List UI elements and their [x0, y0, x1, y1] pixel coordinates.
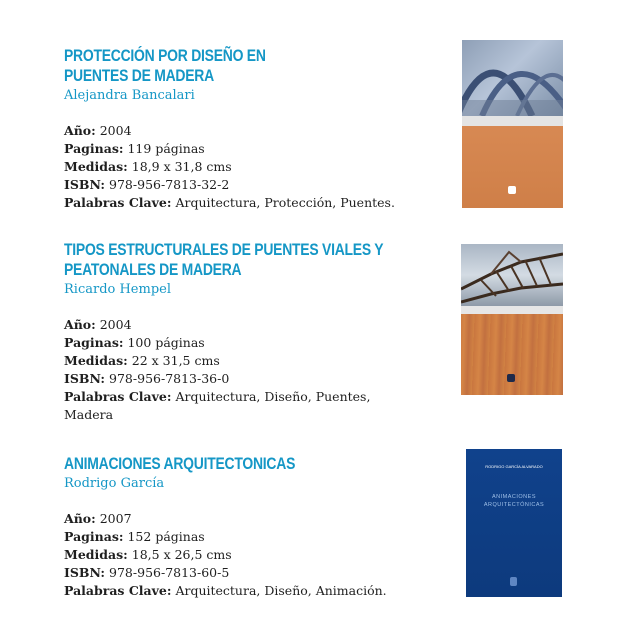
field-value: 119 páginas [127, 141, 205, 156]
field-label: Medidas: [64, 353, 128, 368]
field-value: 22 x 31,5 cms [131, 353, 220, 368]
field-value: 2004 [99, 317, 132, 332]
book-cover-2 [461, 244, 563, 395]
isbn-row [64, 370, 434, 388]
field-value: 2007 [99, 511, 132, 526]
field-value: 978-956-7813-32-2 [109, 177, 230, 192]
field-label: Palabras Clave: [64, 195, 172, 210]
book-details [64, 316, 434, 424]
field-label: Paginas: [64, 529, 124, 544]
book-title: TIPOS ESTRUCTURALES DE PUENTES VIALES Y PEATONALES DE MADERA [64, 240, 384, 279]
book-title: PROTECCIÓN POR DISEÑO EN PUENTES DE MADERA [64, 46, 266, 85]
field-value: 2004 [99, 123, 132, 138]
isbn-row [64, 564, 434, 582]
field-label: Palabras Clave: [64, 583, 172, 598]
field-value: Arquitectura, Diseño, Puentes, Madera [64, 389, 371, 422]
cover-title-strip [462, 116, 563, 126]
field-value: 978-956-7813-60-5 [109, 565, 230, 580]
publisher-logo-icon [508, 186, 516, 194]
book-details [64, 510, 434, 600]
field-label: Paginas: [64, 335, 124, 350]
book-title: ANIMACIONES ARQUITECTONICAS [64, 454, 296, 473]
pages-row [64, 528, 434, 546]
book-cover-3 [466, 449, 562, 597]
field-label: Paginas: [64, 141, 124, 156]
book-details [64, 122, 434, 212]
field-value: 152 páginas [127, 529, 205, 544]
field-value: Arquitectura, Protección, Puentes. [175, 195, 395, 210]
cover-title: ANIMACIONES ARQUITECTÓNICAS [483, 494, 545, 508]
book-entry-2 [64, 240, 434, 424]
cover-author: RODRIGO GARCÍA ALVARADO [485, 464, 543, 469]
truss-bridge-photo [461, 244, 563, 306]
book-author: Ricardo Hempel [64, 282, 172, 297]
keywords-row [64, 194, 434, 212]
field-value: 978-956-7813-36-0 [109, 371, 230, 386]
field-label: ISBN: [64, 565, 106, 580]
field-label: Año: [64, 317, 96, 332]
field-value: 100 páginas [127, 335, 205, 350]
book-entry-3 [64, 454, 434, 600]
book-cover-1 [462, 40, 563, 208]
pages-row [64, 334, 434, 352]
book-author: Rodrigo García [64, 476, 165, 491]
keywords-row [64, 582, 434, 600]
year-row [64, 122, 434, 140]
field-value: Arquitectura, Diseño, Animación. [175, 583, 387, 598]
field-label: Año: [64, 123, 96, 138]
publisher-logo-icon [507, 374, 515, 382]
field-value: 18,5 x 26,5 cms [131, 547, 232, 562]
book-entry-1 [64, 46, 434, 212]
size-row [64, 352, 434, 370]
field-value: 18,9 x 31,8 cms [131, 159, 232, 174]
book-author: Alejandra Bancalari [64, 88, 195, 103]
cover-title-strip [461, 306, 563, 314]
year-row [64, 316, 434, 334]
field-label: ISBN: [64, 177, 106, 192]
field-label: Palabras Clave: [64, 389, 172, 404]
isbn-row [64, 176, 434, 194]
year-row [64, 510, 434, 528]
field-label: Año: [64, 511, 96, 526]
field-label: Medidas: [64, 547, 128, 562]
size-row [64, 546, 434, 564]
field-label: ISBN: [64, 371, 106, 386]
bridge-arch-photo [462, 40, 563, 116]
publisher-logo-icon [510, 577, 517, 586]
field-label: Medidas: [64, 159, 128, 174]
keywords-row [64, 388, 374, 424]
pages-row [64, 140, 434, 158]
size-row [64, 158, 434, 176]
